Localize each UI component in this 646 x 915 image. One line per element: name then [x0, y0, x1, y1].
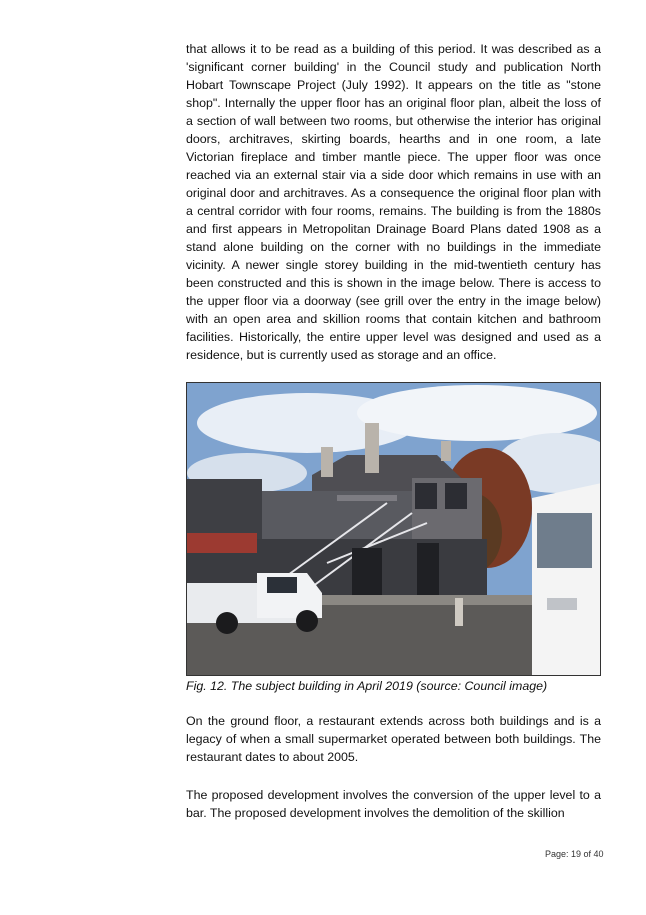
body-paragraph-3: The proposed development involves the conversion of the upper level to a bar. The proposed development involves the demolition of the skillion	[186, 788, 601, 820]
body-paragraph-2: On the ground floor, a restaurant extends across both buildings and is a legacy of when a small supermarket operated between both buildings. The restaurant dates to about 2005.	[186, 714, 601, 764]
building-photo	[186, 382, 601, 676]
page-number: Page: 19 of 40	[545, 849, 604, 859]
body-paragraph-1: that allows it to be read as a building of this period. It was described as a 'significant corner building' in the Council study and publication North Hobart Townscape Project (July 1992). It appears on the title as "stone shop". Internally the upper floor has an original floor plan, albeit the loss of a section of wall between two rooms, but otherwise the interior has original doors, architraves, skirting boards, hearths and in one room, a late Victorian fireplace and timber mantle piece. The upper floor was once reached via an external stair via a side door which remains in use with an original door and architraves. As a consequence the original floor plan with a central corridor with four rooms, remains. The building is from the 1880s and first appears in Metropolitan Drainage Board Plans dated 1908 as a stand alone building on the corner with no buildings in the immediate vicinity. A newer single storey building in the mid-twentieth century has been constructed and this is shown in the image below. There is access to the upper floor via a doorway (see grill over the entry in the image below) with an open area and skillion rooms that contain kitchen and bathroom facilities. Historically, the entire upper level was designed and used as a residence, but is currently used as storage and an office.	[186, 42, 601, 362]
figure-caption: Fig. 12. The subject building in April 2019 (source: Council image)	[186, 679, 548, 693]
